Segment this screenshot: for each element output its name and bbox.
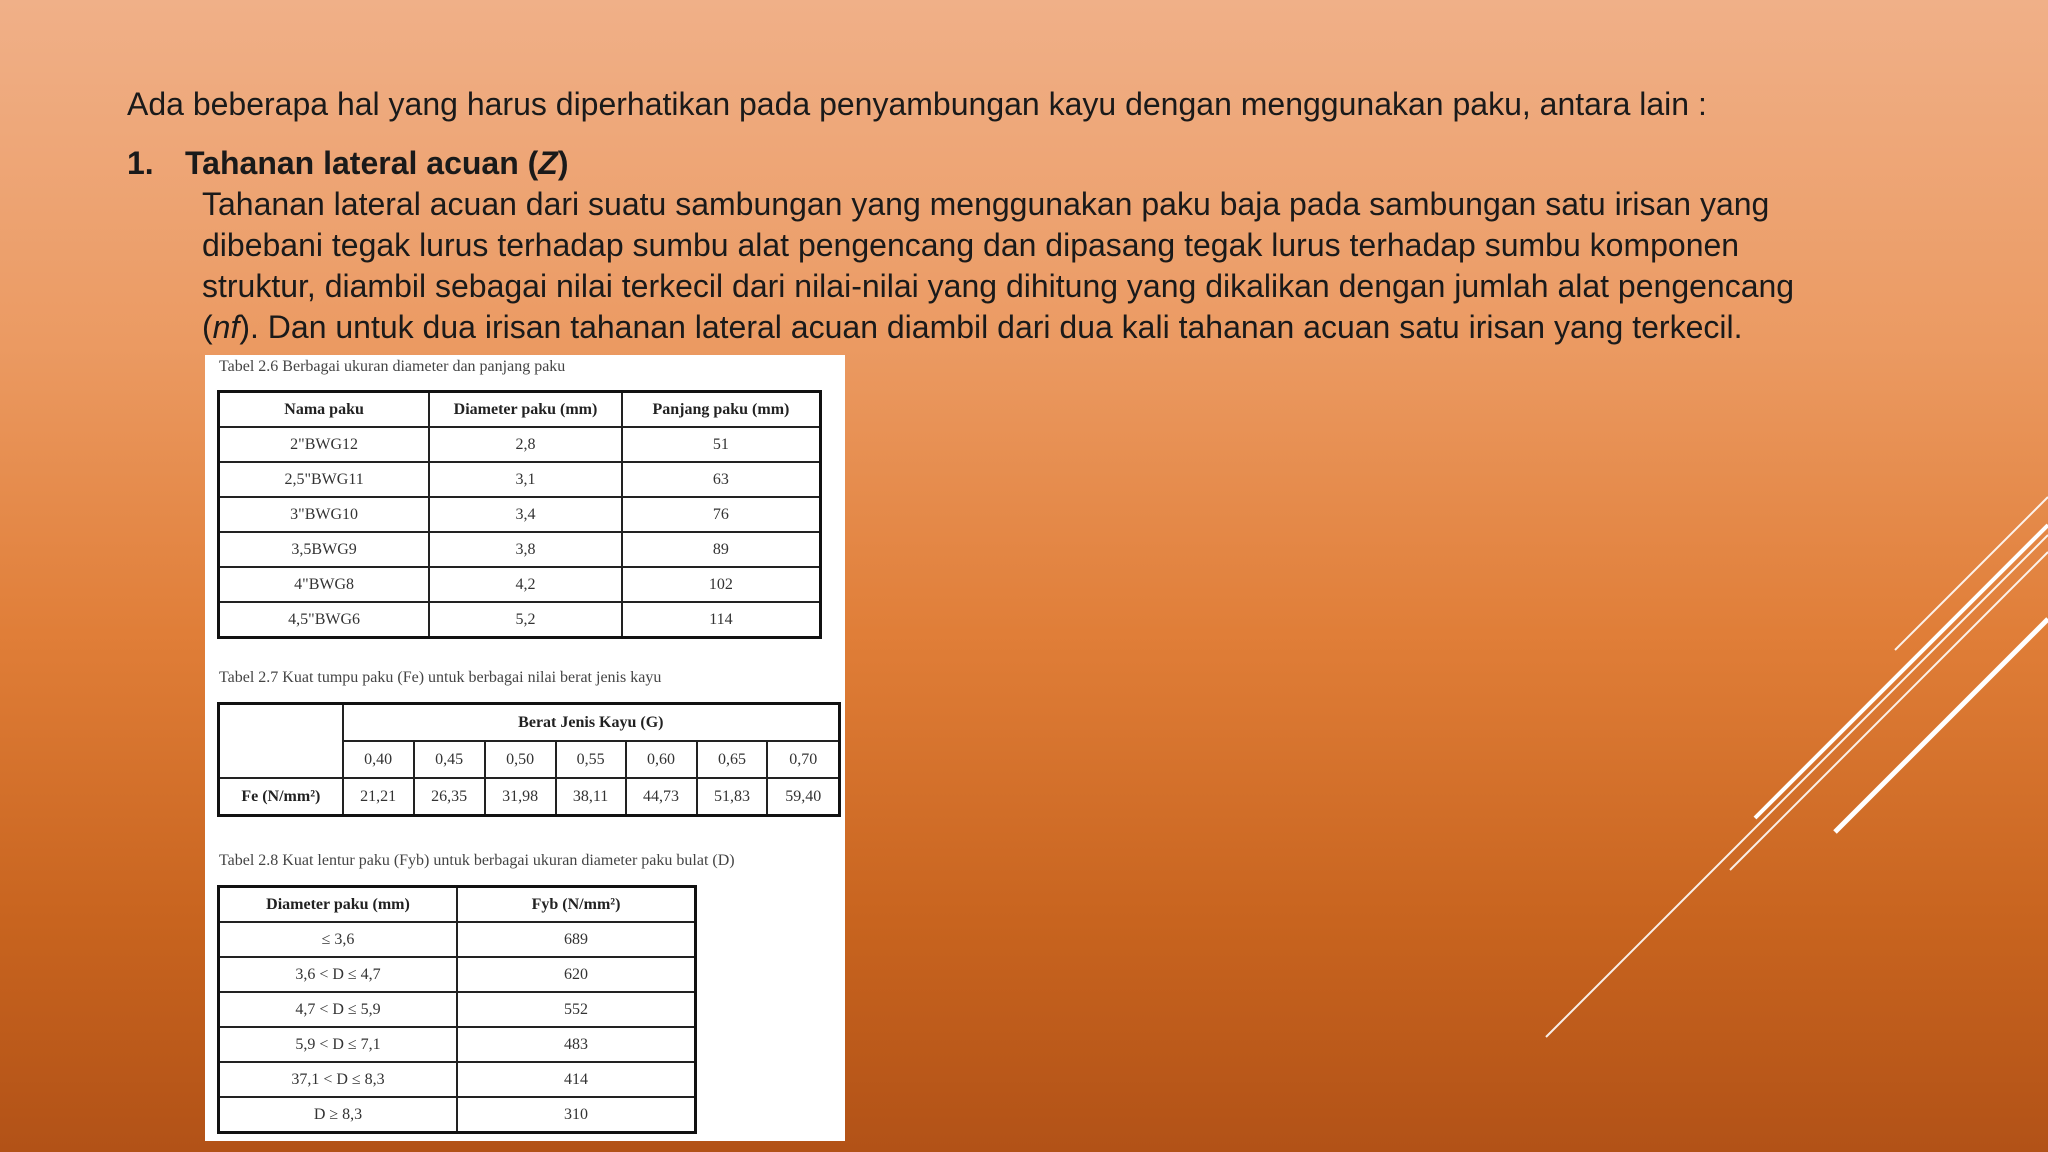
deco-line [1895, 497, 2048, 650]
table-cell: 3,6 < D ≤ 4,7 [219, 957, 458, 992]
intro-text: Ada beberapa hal yang harus diperhatikan pada penyambungan kayu dengan menggunakan paku, antara lain : [127, 86, 1707, 122]
column-header: Diameter paku (mm) [429, 392, 622, 428]
table-cell: 620 [457, 957, 696, 992]
table-header-row [219, 887, 696, 923]
g-value-cell: 0,60 [626, 741, 697, 778]
table-cell: 4,5"BWG6 [219, 602, 430, 638]
table-row [219, 462, 821, 497]
table-cell: 2,5"BWG11 [219, 462, 430, 497]
fe-value-cell: 44,73 [626, 778, 697, 816]
table28-caption: Tabel 2.8 Kuat lentur paku (Fyb) untuk berbagai ukuran diameter paku bulat (D) [219, 852, 735, 869]
table-cell: 4,2 [429, 567, 622, 602]
table-cell: 3,1 [429, 462, 622, 497]
g-value-cell: 0,65 [697, 741, 768, 778]
table-bending-strength [217, 885, 697, 1134]
table-cell: ≤ 3,6 [219, 922, 458, 957]
deco-line [1755, 525, 2048, 818]
column-header: Panjang paku (mm) [622, 392, 821, 428]
paragraph-line: struktur, diambil sebagai nilai terkecil dari nilai-nilai yang dihitung yang dikalikan dengan jumlah alat pengencang [202, 268, 1795, 304]
fe-value-cell: 38,11 [556, 778, 626, 816]
group-header: Berat Jenis Kayu (G) [343, 704, 840, 742]
table-row [219, 1062, 696, 1097]
heading-number: 1. [127, 145, 154, 181]
table-cell: 51 [622, 427, 821, 462]
table-cell: 3,5BWG9 [219, 532, 430, 567]
table-cell: 4"BWG8 [219, 567, 430, 602]
table-cell: 3,8 [429, 532, 622, 567]
table-cell: D ≥ 8,3 [219, 1097, 458, 1133]
section-paragraph [202, 184, 1922, 348]
deco-line [1835, 619, 2048, 832]
table-cell: 483 [457, 1027, 696, 1062]
fe-value-cell: 59,40 [767, 778, 839, 816]
fe-value-cell: 31,98 [485, 778, 556, 816]
table-cell: 89 [622, 532, 821, 567]
row-label: Fe (N/mm²) [219, 778, 343, 816]
fe-value-cell: 26,35 [414, 778, 485, 816]
table-row [219, 1027, 696, 1062]
table-cell: 4,7 < D ≤ 5,9 [219, 992, 458, 1027]
fe-value-cell: 51,83 [697, 778, 768, 816]
table-cell: 5,2 [429, 602, 622, 638]
table26-caption: Tabel 2.6 Berbagai ukuran diameter dan panjang paku [219, 358, 566, 375]
g-value-cell: 0,50 [485, 741, 556, 778]
table-cell: 37,1 < D ≤ 8,3 [219, 1062, 458, 1097]
paragraph-line-rest: ). Dan untuk dua irisan tahanan lateral acuan diambil dari dua kali tahanan acuan satu irisan yang terkecil. [239, 309, 1743, 345]
table-cell: 2"BWG12 [219, 427, 430, 462]
deco-line [1546, 535, 2048, 1037]
heading-symbol: Z [538, 145, 558, 181]
table-nail-sizes [217, 390, 822, 639]
empty-corner-cell [219, 704, 343, 779]
heading-close: ) [557, 145, 569, 181]
paren: ( [202, 309, 213, 345]
table-cell: 3,4 [429, 497, 622, 532]
table-row [219, 922, 696, 957]
table-cell: 76 [622, 497, 821, 532]
table-header-row [219, 704, 840, 742]
table-cell: 5,9 < D ≤ 7,1 [219, 1027, 458, 1062]
nf-symbol: nf [212, 309, 240, 345]
deco-line [1730, 552, 2048, 870]
table-row [219, 778, 840, 816]
table27-caption: Tabel 2.7 Kuat tumpu paku (Fe) untuk berbagai nilai berat jenis kayu [219, 669, 662, 686]
table-cell: 114 [622, 602, 821, 638]
table-cell: 689 [457, 922, 696, 957]
column-header: Fyb (N/mm²) [457, 887, 696, 923]
tables-image [205, 355, 845, 1141]
table-cell: 310 [457, 1097, 696, 1133]
table-row [219, 957, 696, 992]
g-value-cell: 0,45 [414, 741, 485, 778]
column-header: Diameter paku (mm) [219, 887, 458, 923]
table-cell: 2,8 [429, 427, 622, 462]
table-cell: 552 [457, 992, 696, 1027]
fe-value-cell: 21,21 [343, 778, 414, 816]
table-bearing-strength [217, 702, 841, 817]
table-row [219, 532, 821, 567]
table-cell: 63 [622, 462, 821, 497]
paragraph-line: Tahanan lateral acuan dari suatu sambungan yang menggunakan paku baja pada sambungan satu irisan yang [202, 186, 1770, 222]
table-row [219, 567, 821, 602]
table-row [219, 992, 696, 1027]
table-row [219, 427, 821, 462]
g-value-cell: 0,40 [343, 741, 414, 778]
paragraph-line: dibebani tegak lurus terhadap sumbu alat pengencang dan dipasang tegak lurus terhadap sumbu komponen [202, 227, 1740, 263]
paragraph-line [202, 307, 1922, 348]
table-row [219, 497, 821, 532]
table-cell: 414 [457, 1062, 696, 1097]
g-value-cell: 0,55 [556, 741, 626, 778]
table-row [219, 602, 821, 638]
table-cell: 3"BWG10 [219, 497, 430, 532]
heading-text: Tahanan lateral acuan ( [185, 145, 539, 181]
g-value-cell: 0,70 [767, 741, 839, 778]
section-heading [127, 143, 569, 183]
table-row [219, 1097, 696, 1133]
column-header: Nama paku [219, 392, 430, 428]
table-cell: 102 [622, 567, 821, 602]
table-header-row [219, 392, 821, 428]
